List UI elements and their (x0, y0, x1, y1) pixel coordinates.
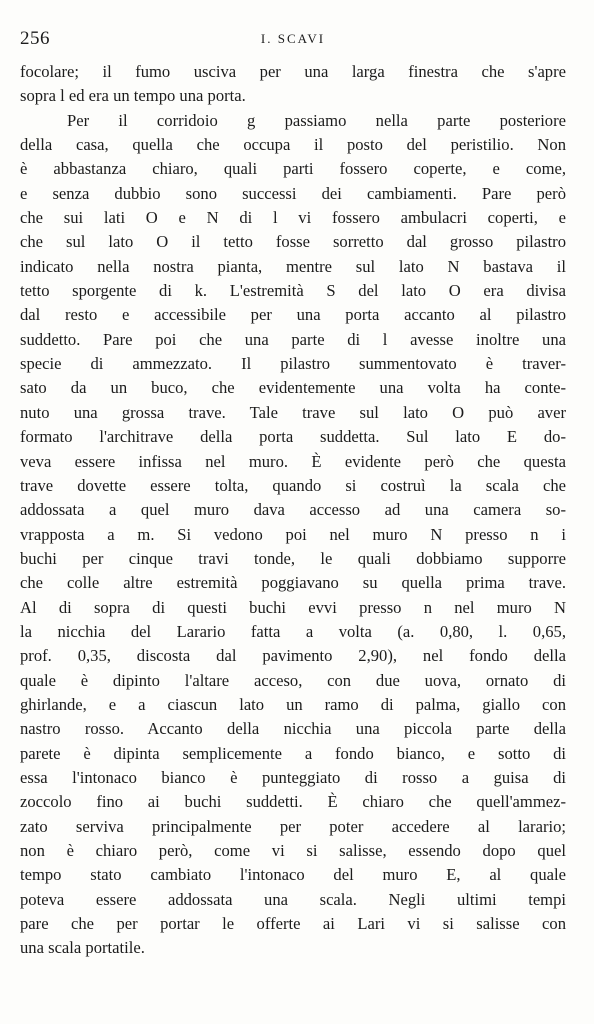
running-head (20, 26, 566, 52)
text-line: quale è dipinto l'altare acceso, con due uova, ornato di (20, 670, 566, 690)
body-text (20, 60, 566, 961)
text-line: tetto sporgente di k. L'estremità S del lato O era divisa (20, 281, 566, 301)
text-line: formato l'architrave della porta suddetta. Sul lato E do- (20, 427, 566, 447)
text-line: suddetto. Pare poi che una parte di l avesse inoltre una (20, 329, 566, 349)
text-line: che colle altre estremità poggiavano su quella prima trave. (20, 573, 566, 593)
text-line: specie di ammezzato. Il pilastro summentovato è traver- (20, 354, 566, 374)
text-line: addossata a quel muro dava accesso ad una camera so- (20, 500, 566, 520)
page-number: 256 (20, 28, 50, 49)
text-line: parete è dipinta semplicemente a fondo bianco, e sotto di (20, 743, 566, 763)
text-line: una scala portatile. (20, 938, 145, 958)
text-line: dal resto e accessibile per una porta accanto al pilastro (20, 305, 566, 325)
text-line: essa l'intonaco bianco è punteggiato di rosso a guisa di (20, 767, 566, 787)
section-title: I. SCAVI (260, 31, 326, 46)
text-line: sopra l ed era un tempo una porta. (20, 86, 246, 106)
text-line: zoccolo fino ai buchi suddetti. È chiaro che quell'ammez- (20, 792, 566, 812)
text-line: sato da un buco, che evidentemente una volta ha conte- (20, 378, 566, 398)
text-line: Al di sopra di questi buchi evvi presso n nel muro N (20, 597, 566, 617)
text-line: vrapposta a m. Si vedono poi nel muro N presso n i (20, 524, 566, 544)
text-line: zato serviva principalmente per poter accedere al larario; (20, 816, 566, 836)
text-line: che sul lato O il tetto fosse sorretto dal grosso pilastro (20, 232, 566, 252)
text-line: Per il corridoio g passiamo nella parte posteriore (67, 110, 566, 130)
text-line: veva essere infissa nel muro. È evidente però che questa (20, 451, 566, 471)
text-line: nuto una grossa trave. Tale trave sul lato O può aver (20, 402, 566, 422)
text-line: poteva essere addossata una scala. Negli ultimi tempi (20, 889, 566, 909)
text-line: prof. 0,35, discosta dal pavimento 2,90), nel fondo della (20, 646, 566, 666)
text-line: e senza dubbio sono successi dei cambiamenti. Pare però (20, 183, 566, 203)
text-line: focolare; il fumo usciva per una larga finestra che s'apre (20, 62, 566, 81)
text-line: della casa, quella che occupa il posto del peristilio. Non (20, 135, 566, 155)
text-line: pare che per portar le offerte ai Lari vi si salisse con (20, 914, 566, 934)
text-line: la nicchia del Larario fatta a volta (a. 0,80, l. 0,65, (20, 621, 566, 641)
text-line: buchi per cinque travi tonde, le quali dobbiamo supporre (20, 548, 566, 568)
text-line: trave dovette essere tolta, quando si costruì la scala che (20, 475, 566, 495)
text-line: indicato nella nostra pianta, mentre sul lato N bastava il (20, 256, 566, 276)
text-line: nastro rosso. Accanto della nicchia una piccola parte della (20, 719, 566, 739)
text-line: ghirlande, e a ciascun lato un ramo di palma, giallo con (20, 694, 566, 714)
text-line: che sui lati O e N di l vi fossero ambulacri coperti, e (20, 208, 566, 228)
text-line: è abbastanza chiaro, quali parti fossero coperte, e come, (20, 159, 566, 179)
text-line: non è chiaro però, come vi si salisse, essendo dopo quel (20, 841, 566, 860)
text-line: tempo stato cambiato l'intonaco del muro E, al quale (20, 865, 566, 885)
